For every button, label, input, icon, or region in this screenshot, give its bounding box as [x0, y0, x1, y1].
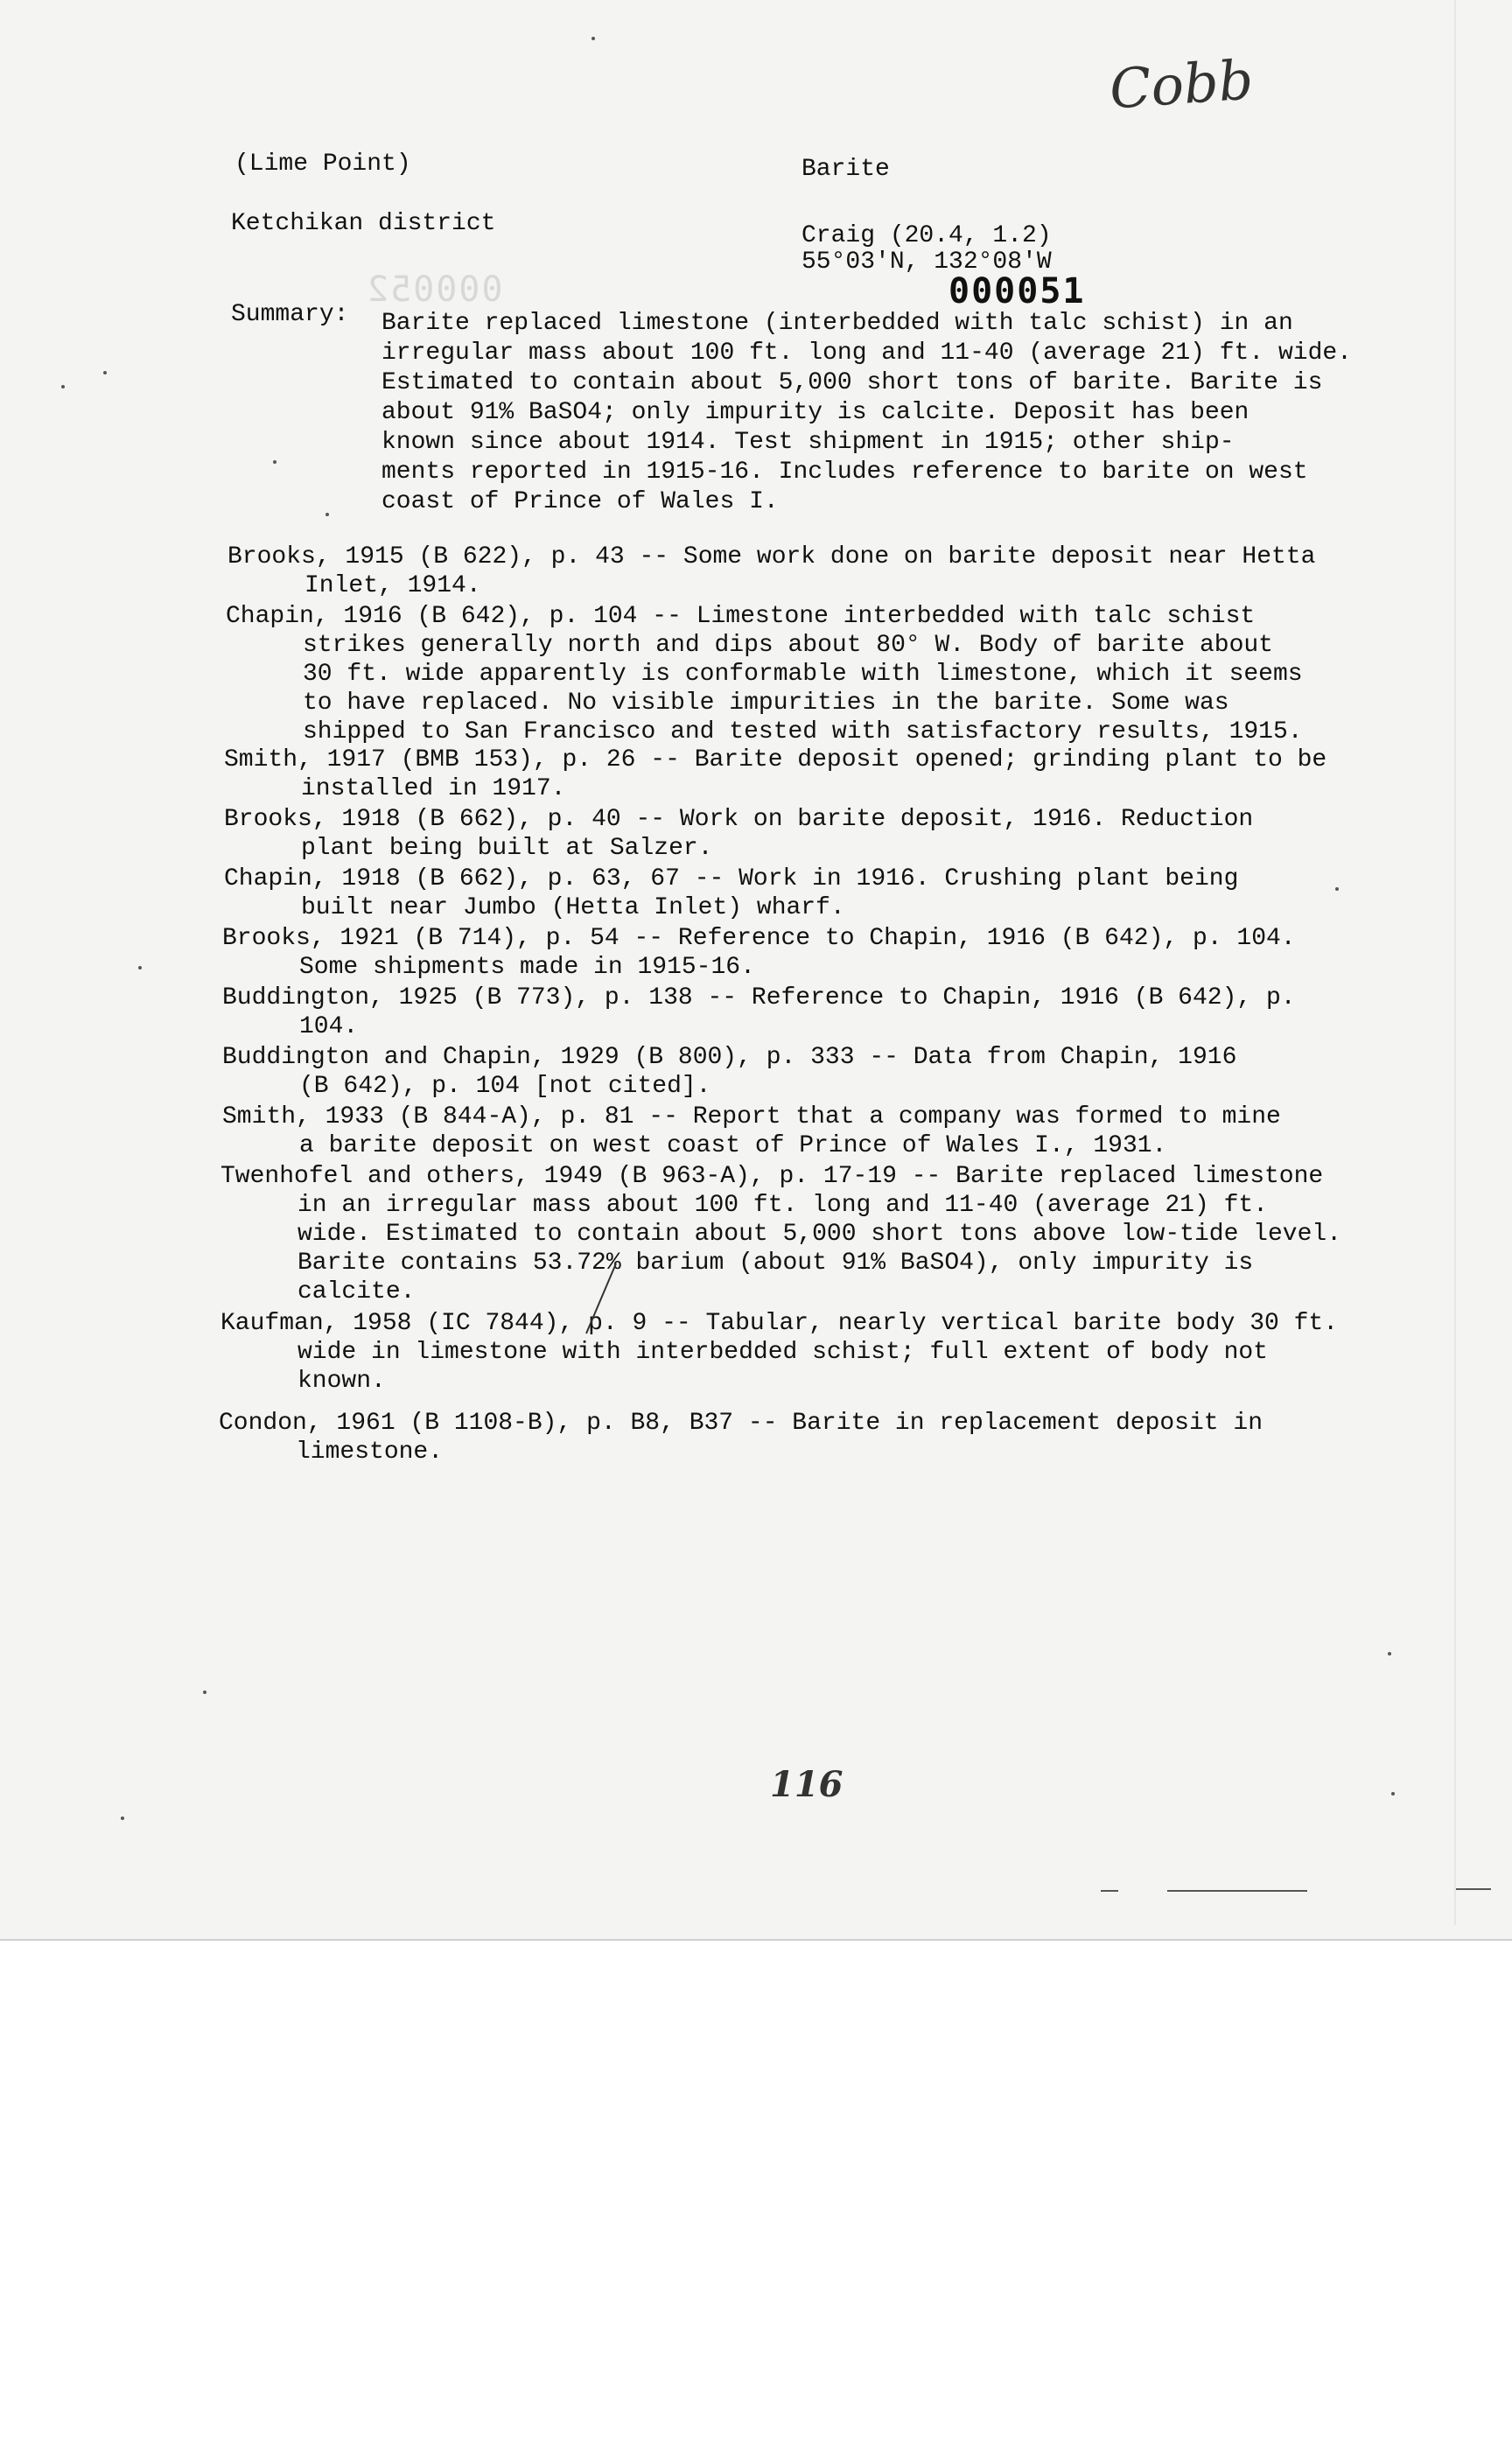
reference-entry [226, 602, 1303, 746]
reference-line: shipped to San Francisco and tested with satisfactory results, 1915. [303, 718, 1303, 746]
summary-line: ments reported in 1915-16. Includes reference to barite on west [382, 458, 1308, 486]
summary-line: coast of Prince of Wales I. [382, 488, 779, 515]
reference-entry [224, 746, 1326, 803]
reference-entry [224, 864, 1238, 922]
scan-speck [1388, 1652, 1391, 1656]
reference-line: Brooks, 1915 (B 622), p. 43 -- Some work done on barite deposit near Hetta [228, 543, 1316, 570]
reference-line: Inlet, 1914. [304, 572, 481, 599]
page-number: 116 [770, 1764, 844, 1805]
reference-line: wide. Estimated to contain about 5,000 short tons above low-tide level. [298, 1221, 1341, 1248]
reference-line: Brooks, 1918 (B 662), p. 40 -- Work on barite deposit, 1916. Reduction [224, 806, 1254, 833]
scan-speck [592, 37, 595, 40]
reference-line: Kaufman, 1958 (IC 7844), p. 9 -- Tabular, nearly vertical barite body 30 ft. [220, 1310, 1339, 1337]
commodity: Barite [802, 156, 890, 183]
summary-line: about 91% BaSO4; only impurity is calcite. Deposit has been [382, 399, 1250, 426]
scan-speck [273, 460, 276, 464]
reference-line: plant being built at Salzer. [301, 835, 713, 862]
reference-line: (B 642), p. 104 [not cited]. [299, 1073, 711, 1100]
reference-line: a barite deposit on west coast of Prince of Wales I., 1931. [299, 1132, 1167, 1159]
scan-speck [103, 371, 107, 374]
reference-line: Smith, 1933 (B 844-A), p. 81 -- Report that a company was formed to mine [222, 1103, 1281, 1130]
bleed-through-serial: 000052 [366, 270, 503, 310]
scan-edge [1454, 0, 1456, 1925]
deposit-name: (Lime Point) [234, 150, 411, 178]
quadrangle: Craig (20.4, 1.2) [802, 222, 1052, 249]
reference-line: Buddington and Chapin, 1929 (B 800), p. 333 -- Data from Chapin, 1916 [222, 1044, 1237, 1071]
reference-line: Condon, 1961 (B 1108-B), p. B8, B37 -- Barite in replacement deposit in [219, 1410, 1263, 1437]
summary-line: Barite replaced limestone (interbedded with talc schist) in an [382, 310, 1293, 337]
scan-speck [61, 385, 65, 388]
summary-line: Estimated to contain about 5,000 short tons of barite. Barite is [382, 369, 1323, 396]
scan-line [1456, 1888, 1491, 1890]
reference-line: strikes generally north and dips about 80° W. Body of barite about [303, 632, 1273, 659]
reference-line: wide in limestone with interbedded schist; full extent of body not [298, 1339, 1268, 1366]
reference-line: Brooks, 1921 (B 714), p. 54 -- Reference to Chapin, 1916 (B 642), p. 104. [222, 925, 1296, 952]
reference-line: 30 ft. wide apparently is conformable with limestone, which it seems [303, 661, 1303, 688]
handwritten-note: Cobb [1107, 47, 1256, 122]
pen-mark [578, 1260, 630, 1339]
reference-line: Some shipments made in 1915-16. [299, 954, 755, 981]
reference-line: Buddington, 1925 (B 773), p. 138 -- Reference to Chapin, 1916 (B 642), p. [222, 984, 1296, 1012]
reference-entry [222, 1043, 1236, 1101]
reference-entry [222, 984, 1296, 1041]
district-name: Ketchikan district [231, 210, 496, 237]
reference-line: built near Jumbo (Hetta Inlet) wharf. [301, 894, 845, 921]
summary-line: known since about 1914. Test shipment in 1915; other ship- [382, 429, 1235, 456]
scan-speck [1335, 887, 1339, 891]
coordinates: 55°03'N, 132°08'W [802, 248, 1052, 276]
reference-entry [222, 1102, 1281, 1160]
reference-line: limestone. [296, 1438, 444, 1466]
reference-entry [219, 1409, 1263, 1466]
reference-line: calcite. [298, 1278, 416, 1306]
summary-line: irregular mass about 100 ft. long and 11-40 (average 21) ft. wide. [382, 340, 1352, 367]
reference-entry [222, 924, 1296, 982]
reference-entry [224, 805, 1253, 863]
reference-line: Chapin, 1916 (B 642), p. 104 -- Limestone interbedded with talc schist [226, 603, 1256, 630]
scan-line [1167, 1890, 1307, 1892]
reference-entry [220, 1309, 1338, 1396]
reference-line: Chapin, 1918 (B 662), p. 63, 67 -- Work in 1916. Crushing plant being [224, 865, 1239, 892]
reference-entry [220, 1162, 1341, 1306]
scan-speck [138, 966, 142, 970]
summary-label: Summary: [231, 301, 349, 328]
reference-line: Twenhofel and others, 1949 (B 963-A), p. 17-19 -- Barite replaced limestone [220, 1163, 1324, 1190]
reference-line: installed in 1917. [301, 775, 566, 802]
scan-speck [1391, 1792, 1395, 1796]
scan-speck [203, 1690, 206, 1694]
reference-line: known. [298, 1368, 386, 1395]
reference-entry [228, 542, 1315, 600]
reference-line: Smith, 1917 (BMB 153), p. 26 -- Barite deposit opened; grinding plant to be [224, 746, 1327, 774]
scan-speck [326, 513, 329, 516]
scan-speck [121, 1816, 124, 1820]
reference-line: 104. [299, 1013, 359, 1040]
reference-line: to have replaced. No visible impurities in the barite. Some was [303, 690, 1229, 717]
reference-line: in an irregular mass about 100 ft. long and 11-40 (average 21) ft. [298, 1192, 1268, 1219]
serial-number: 000051 [948, 271, 1086, 312]
reference-line: Barite contains 53.72% barium (about 91% BaSO4), only impurity is [298, 1250, 1254, 1277]
scan-line [1101, 1890, 1118, 1892]
